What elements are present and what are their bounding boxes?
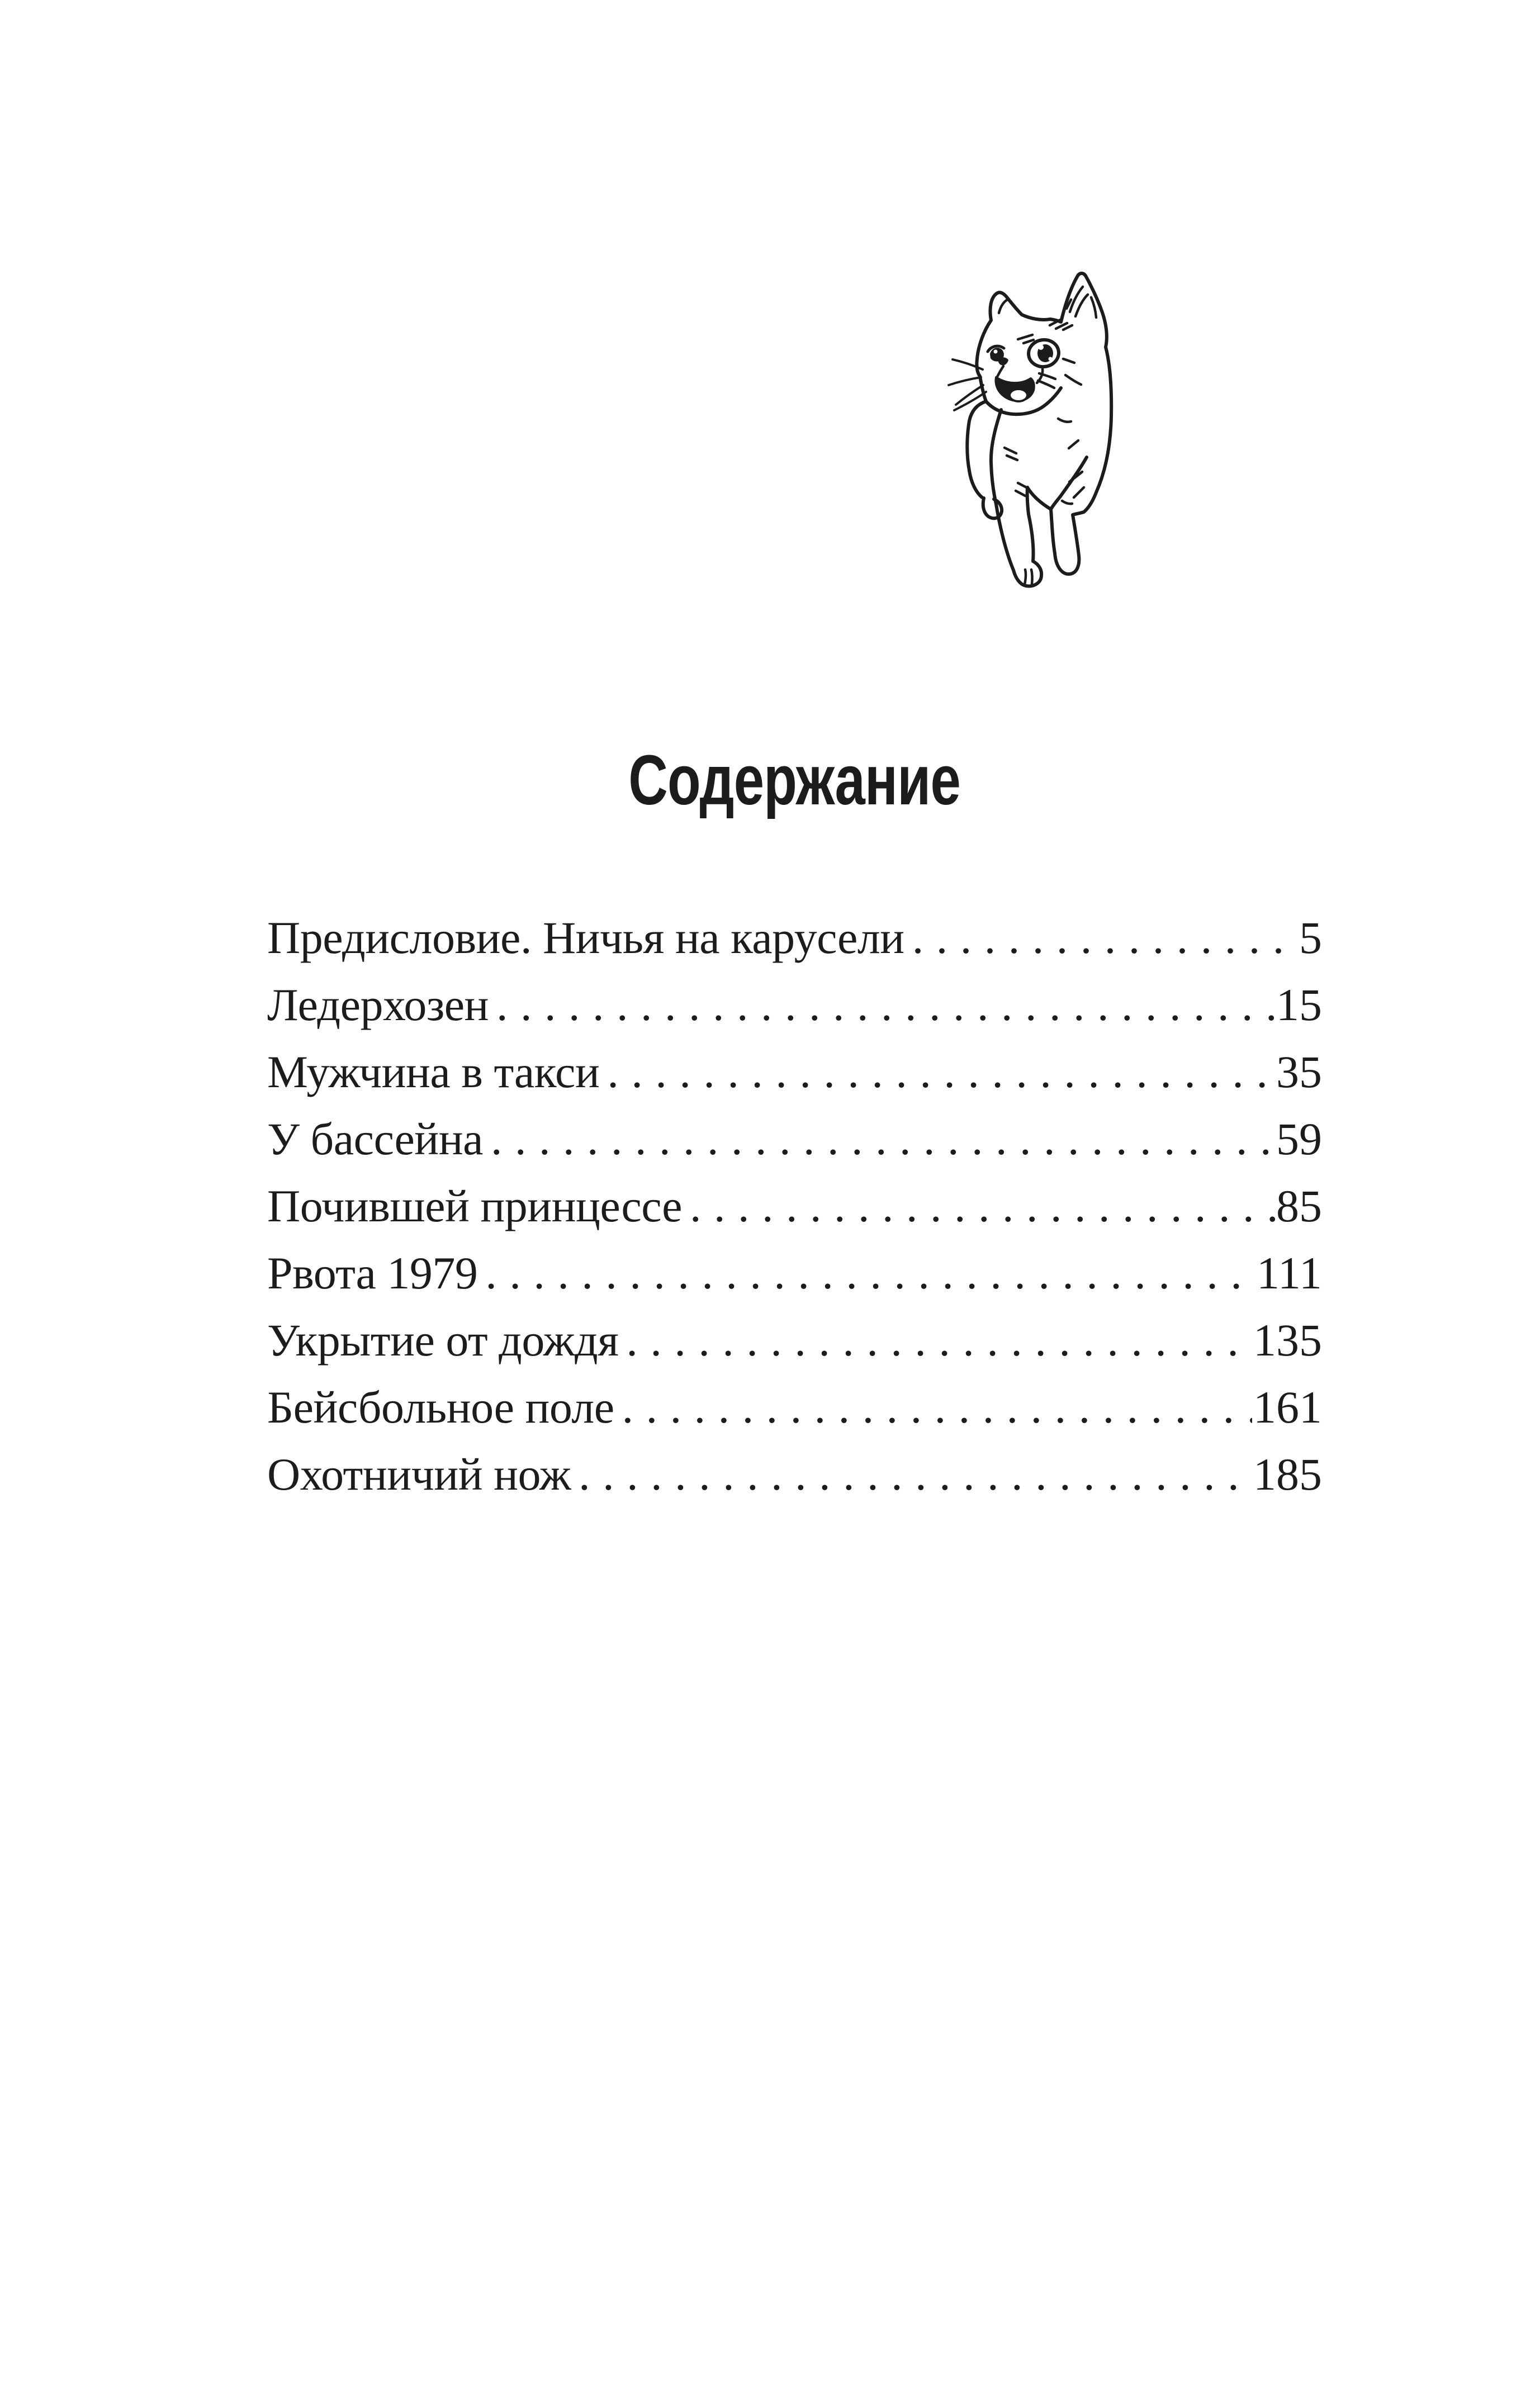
toc-entry-title: Укрытие от дождя — [267, 1315, 619, 1366]
toc-entry[interactable] — [267, 1106, 1322, 1173]
toc-dot-leader — [614, 1374, 1252, 1441]
toc-dot-leader — [489, 971, 1275, 1039]
toc-entry[interactable] — [267, 1441, 1322, 1508]
toc-entry[interactable] — [267, 1039, 1322, 1106]
toc-entry[interactable] — [267, 1307, 1322, 1374]
table-of-contents — [267, 904, 1322, 1508]
toc-entry-page-number: 15 — [1276, 979, 1322, 1030]
toc-entry-page-number: 135 — [1253, 1315, 1322, 1366]
toc-dot-leader — [904, 904, 1298, 971]
page-title — [267, 741, 1322, 819]
toc-dot-leader — [571, 1441, 1252, 1508]
toc-entry-title: Ледерхозен — [267, 979, 489, 1030]
toc-entry-page-number: 59 — [1276, 1113, 1322, 1164]
toc-entry[interactable] — [267, 904, 1322, 971]
page-title-text: Содержание — [628, 741, 961, 819]
toc-entry-title: Рвота 1979 — [267, 1248, 478, 1298]
toc-dot-leader — [599, 1039, 1275, 1106]
toc-entry-page-number: 161 — [1253, 1382, 1322, 1433]
toc-dot-leader — [618, 1307, 1252, 1374]
toc-entry-page-number: 35 — [1276, 1046, 1322, 1097]
toc-entry-title: Охотничий нож — [267, 1449, 571, 1500]
toc-entry[interactable] — [267, 1173, 1322, 1240]
toc-entry[interactable] — [267, 971, 1322, 1039]
toc-entry-page-number: 185 — [1253, 1449, 1322, 1500]
toc-entry-title: Почившей принцессе — [267, 1181, 683, 1231]
toc-dot-leader — [682, 1173, 1275, 1240]
cat-line-art-icon — [922, 246, 1202, 609]
toc-entry-page-number: 85 — [1276, 1181, 1322, 1231]
toc-entry-title: У бассейна — [267, 1113, 484, 1164]
toc-entry-title: Предисловие. Ничья на карусели — [267, 912, 904, 963]
kitten-illustration — [922, 246, 1202, 609]
toc-dot-leader — [483, 1106, 1275, 1173]
toc-entry-page-number: 111 — [1257, 1248, 1322, 1298]
toc-entry[interactable] — [267, 1240, 1322, 1307]
toc-entry-title: Бейсбольное поле — [267, 1382, 614, 1433]
toc-entry-title: Мужчина в такси — [267, 1046, 600, 1097]
toc-dot-leader — [477, 1240, 1255, 1307]
toc-entry[interactable] — [267, 1374, 1322, 1441]
toc-entry-page-number: 5 — [1299, 912, 1322, 963]
